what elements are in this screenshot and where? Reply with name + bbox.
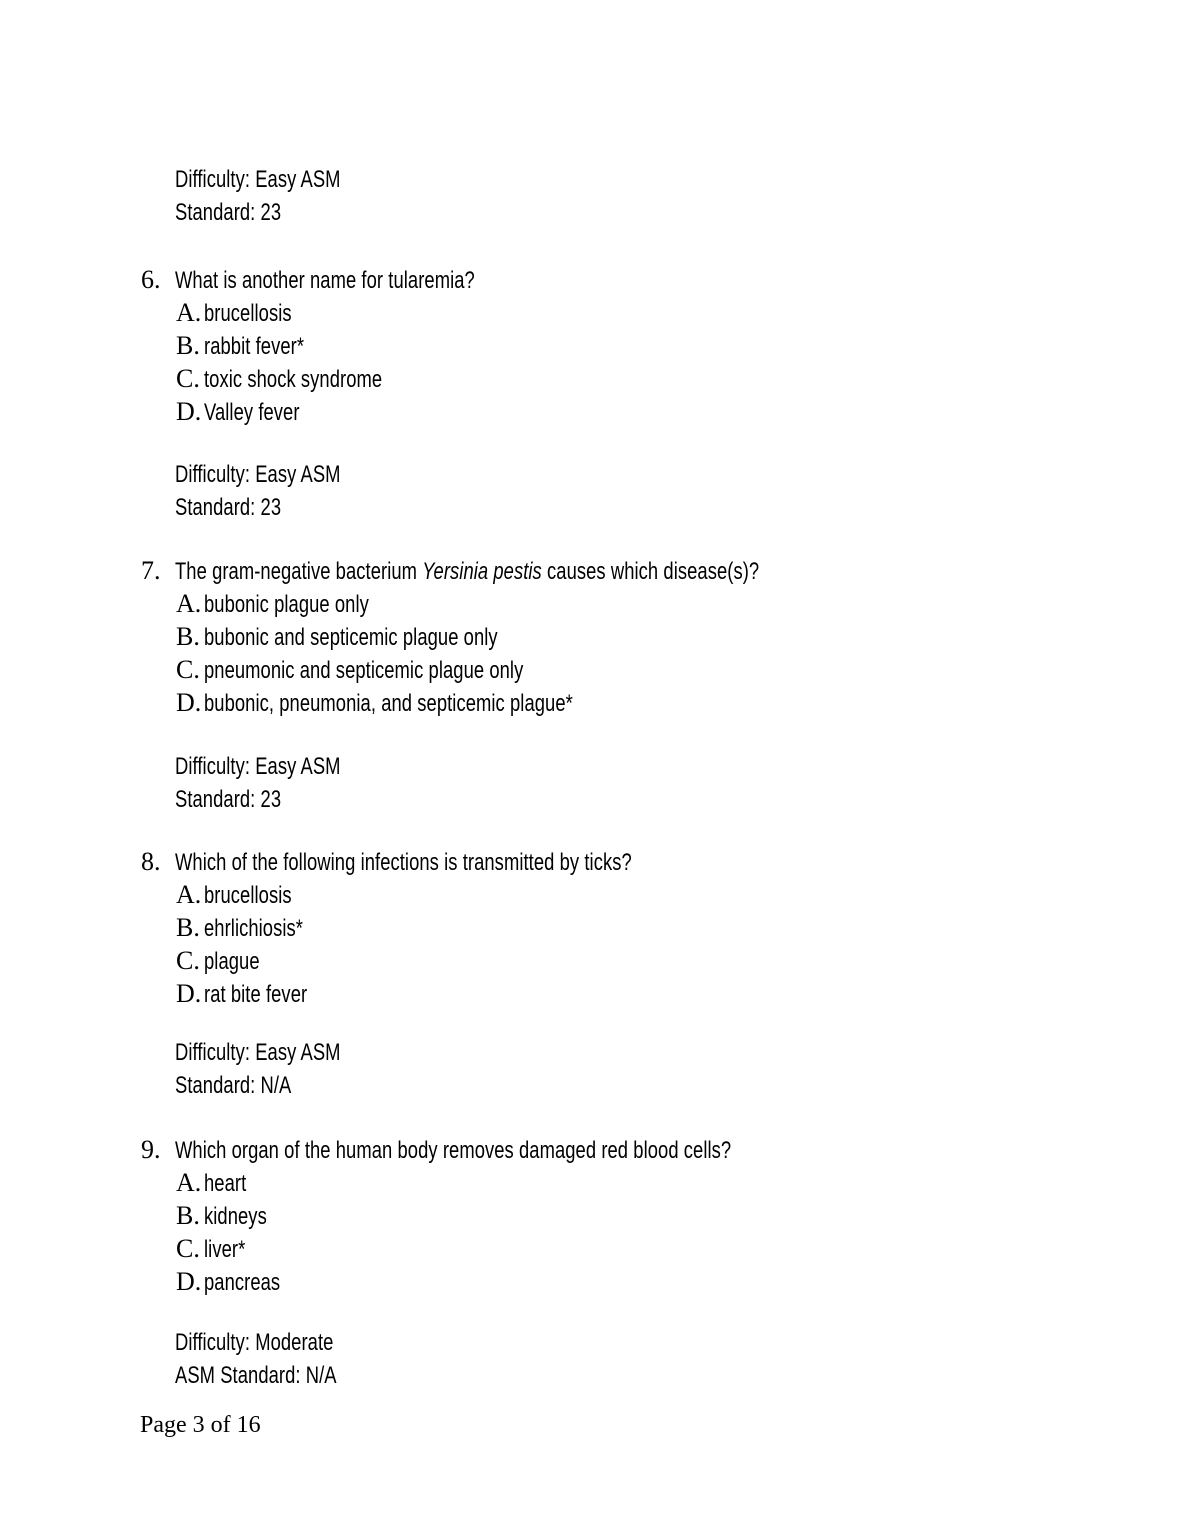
standard-line	[175, 783, 396, 816]
standard-line	[175, 196, 396, 229]
question-6	[141, 263, 575, 428]
option-letter: C.	[176, 946, 200, 975]
option-d	[176, 686, 954, 719]
question-meta	[175, 1326, 391, 1392]
option-letter: A.	[176, 298, 202, 327]
option-letter: A.	[176, 589, 202, 618]
option-letter: B.	[176, 331, 200, 360]
question-meta	[175, 750, 396, 816]
option-a	[176, 878, 784, 911]
difficulty-line	[175, 1036, 396, 1069]
difficulty-text: Difficulty: Easy ASM	[175, 166, 341, 193]
option-letter: A.	[176, 880, 202, 909]
question-8	[141, 845, 784, 1010]
option-b	[176, 620, 954, 653]
option-text: plague	[204, 948, 260, 975]
question-text-after: causes which disease(s)?	[541, 558, 760, 585]
difficulty-text: Difficulty: Easy ASM	[175, 753, 341, 780]
option-d	[176, 1265, 917, 1298]
option-text: bubonic plague only	[204, 591, 369, 618]
question-line	[141, 845, 784, 878]
option-a	[176, 296, 575, 329]
option-b	[176, 1199, 917, 1232]
question-line	[141, 1133, 917, 1166]
question-number: 8.	[141, 847, 161, 876]
option-letter: B.	[176, 622, 200, 651]
question-number: 7.	[141, 556, 161, 585]
option-letter: D.	[176, 688, 202, 717]
question-9	[141, 1133, 917, 1298]
standard-text: Standard: 23	[175, 786, 282, 813]
option-b	[176, 911, 784, 944]
question-number: 9.	[141, 1135, 161, 1164]
question-meta	[175, 163, 396, 229]
difficulty-text: Difficulty: Moderate	[175, 1329, 334, 1356]
difficulty-line	[175, 163, 396, 196]
option-text: pancreas	[204, 1269, 281, 1296]
option-letter: D.	[176, 1267, 202, 1296]
difficulty-text: Difficulty: Easy ASM	[175, 1039, 341, 1066]
question-text: Which organ of the human body removes damaged red blood cells?	[175, 1137, 732, 1164]
option-text: kidneys	[204, 1203, 267, 1230]
option-d	[176, 977, 784, 1010]
question-text-before: The gram-negative bacterium	[175, 558, 423, 585]
option-letter: A.	[176, 1168, 202, 1197]
option-letter: C.	[176, 655, 200, 684]
standard-text: ASM Standard: N/A	[175, 1362, 337, 1389]
standard-line	[175, 491, 396, 524]
question-meta	[175, 458, 396, 524]
difficulty-line	[175, 750, 396, 783]
option-text: brucellosis	[204, 882, 292, 909]
option-letter: D.	[176, 979, 202, 1008]
option-text: ehrlichiosis*	[204, 915, 304, 942]
standard-line	[175, 1359, 391, 1392]
option-letter: C.	[176, 364, 200, 393]
question-text: Which of the following infections is transmitted by ticks?	[175, 849, 632, 876]
standard-text: Standard: N/A	[175, 1072, 292, 1099]
option-text: toxic shock syndrome	[204, 366, 383, 393]
option-text: rabbit fever*	[204, 333, 305, 360]
option-text: liver*	[204, 1236, 246, 1263]
difficulty-line	[175, 1326, 391, 1359]
question-line	[141, 263, 575, 296]
option-text: heart	[204, 1170, 247, 1197]
option-letter: B.	[176, 1201, 200, 1230]
option-text: bubonic and septicemic plague only	[204, 624, 498, 651]
option-text: bubonic, pneumonia, and septicemic plague*	[204, 690, 573, 717]
difficulty-text: Difficulty: Easy ASM	[175, 461, 341, 488]
option-text: pneumonic and septicemic plague only	[204, 657, 524, 684]
option-c	[176, 653, 954, 686]
option-a	[176, 587, 954, 620]
difficulty-line	[175, 458, 396, 491]
option-c	[176, 362, 575, 395]
option-text: Valley fever	[204, 399, 300, 426]
option-b	[176, 329, 575, 362]
question-meta	[175, 1036, 396, 1102]
option-letter: B.	[176, 913, 200, 942]
option-text: rat bite fever	[204, 981, 308, 1008]
option-c	[176, 944, 784, 977]
option-letter: D.	[176, 397, 202, 426]
standard-line	[175, 1069, 396, 1102]
question-line	[141, 554, 954, 587]
question-text: What is another name for tularemia?	[175, 267, 475, 294]
option-d	[176, 395, 575, 428]
standard-text: Standard: 23	[175, 199, 282, 226]
page-footer: Page 3 of 16	[140, 1412, 261, 1438]
question-7	[141, 554, 954, 719]
option-c	[176, 1232, 917, 1265]
question-text	[175, 555, 759, 588]
option-letter: C.	[176, 1234, 200, 1263]
option-a	[176, 1166, 917, 1199]
question-number: 6.	[141, 265, 161, 294]
question-text-italic: Yersinia pestis	[422, 558, 542, 585]
standard-text: Standard: 23	[175, 494, 282, 521]
option-text: brucellosis	[204, 300, 292, 327]
